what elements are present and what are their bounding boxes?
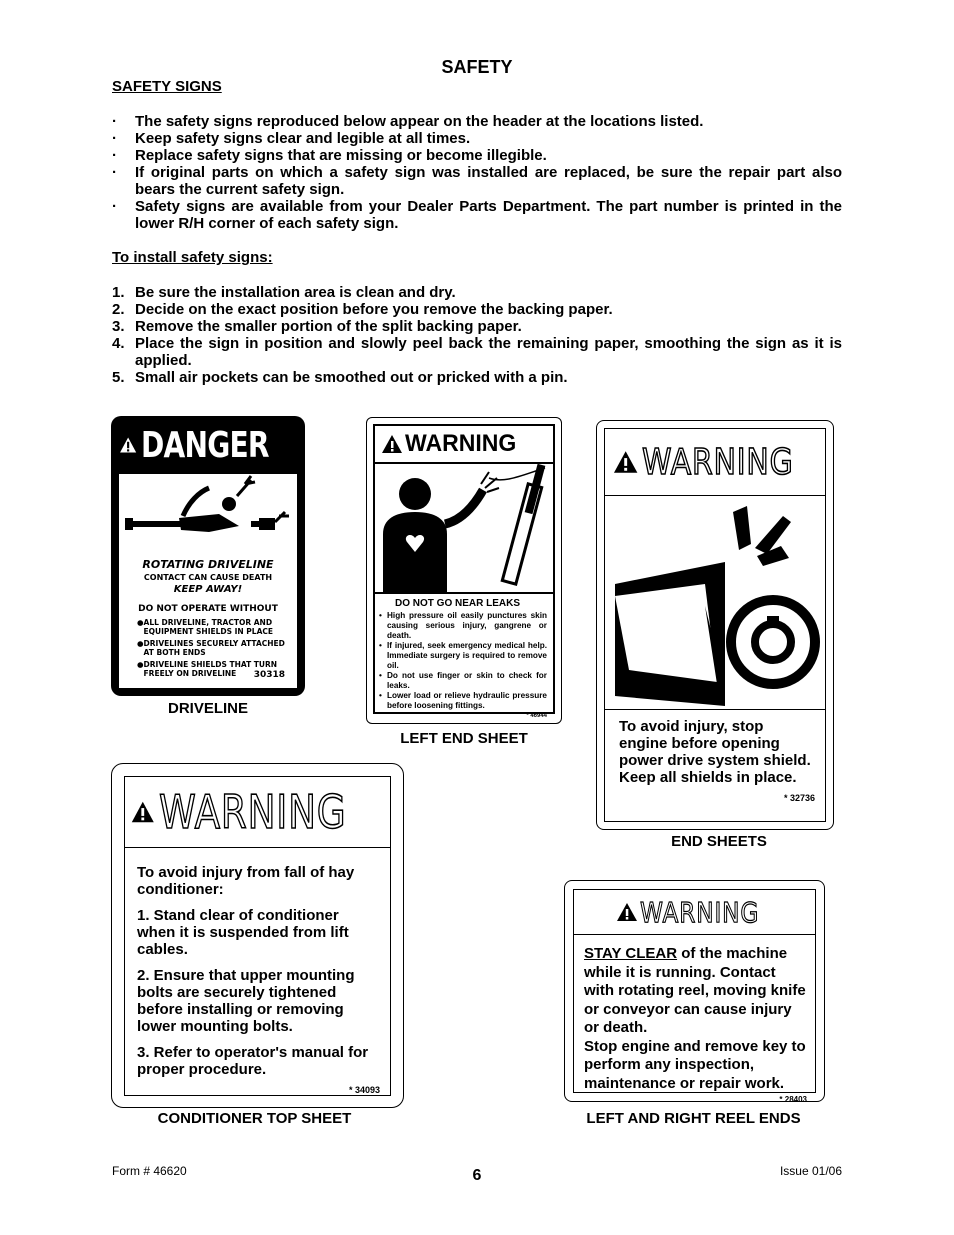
list-item: • High pressure oil easily punctures skin causing serious injury, gangrene or death.: [379, 611, 547, 640]
list-item: ● DRIVELINES SECURELY ATTACHED AT BOTH ENDS: [137, 639, 285, 657]
warning-triangle-icon: [381, 434, 403, 454]
list-item: · The safety signs reproduced below appear on the header at the locations listed.: [112, 113, 704, 130]
list-item: • Lower load or relieve hydraulic pressure before loosening fittings.: [379, 691, 547, 710]
step-list: [112, 284, 842, 386]
page-title: SAFETY: [441, 57, 513, 77]
bullet-list: [112, 113, 842, 232]
left-end-part-number: * 46944: [526, 713, 547, 719]
list-item: · Keep safety signs clear and legible at all times.: [112, 130, 471, 147]
conditioner-point-3: 3. Refer to operator's manual for proper procedure.: [137, 1044, 369, 1078]
stay-clear-text: STAY CLEAR: [584, 945, 678, 962]
danger-header: DANGER: [141, 424, 269, 466]
reel-warning-header: WARNING: [640, 895, 760, 929]
list-item: 4. Place the sign in position and slowly peel back the remaining paper, smoothing the sign as it is applied.: [112, 335, 842, 369]
conditioner-point-1: 1. Stand clear of conditioner when it is suspended from lift cables.: [137, 907, 349, 958]
driveline-line3: KEEP AWAY!: [173, 584, 243, 595]
warning-triangle-icon: [613, 450, 638, 474]
caption-end-sheets: END SHEETS: [671, 833, 767, 850]
end-sheets-warning-header: WARNING: [642, 441, 794, 483]
caption-left-end-sheet: LEFT END SHEET: [400, 730, 528, 747]
end-sheets-body2: Keep all shields in place.: [619, 769, 797, 786]
reel-part-number: * 28403: [779, 1095, 807, 1104]
list-item: 1. Be sure the installation area is clean and dry.: [112, 284, 456, 301]
conditioner-intro: To avoid injury from fall of hay conditioner:: [137, 864, 355, 898]
end-sheets-body: To avoid injury, stop engine before opening power drive system shield.: [619, 718, 811, 769]
driveline-line2: CONTACT CAN CAUSE DEATH: [143, 573, 273, 582]
left-end-title: DO NOT GO NEAR LEAKS: [395, 598, 521, 609]
footer-issue: Issue 01/06: [779, 1164, 842, 1178]
install-heading: To install safety signs:: [112, 249, 273, 266]
safety-signs-heading: SAFETY SIGNS: [112, 78, 222, 95]
conditioner-warning-sign: [111, 763, 404, 1108]
driveline-danger-sign: [111, 416, 305, 696]
hydraulic-leak-pictogram-icon: [375, 464, 555, 592]
drive-shield-pictogram-icon: [605, 496, 827, 706]
driveline-line1: ROTATING DRIVELINE: [142, 558, 274, 571]
list-item: 3. Remove the smaller portion of the split backing paper.: [112, 318, 522, 335]
list-item: ● ALL DRIVELINE, TRACTOR AND EQUIPMENT SHIELDS IN PLACE: [137, 618, 274, 636]
reel-body2: Stop engine and remove key to perform any inspection, maintenance or repair work.: [584, 1037, 806, 1092]
list-item: · If original parts on which a safety sign was installed are replaced, be sure the repair part also bears the current safety sign.: [112, 164, 842, 198]
list-item: 5. Small air pockets can be smoothed out or pricked with a pin.: [112, 369, 568, 386]
caption-reel-ends: LEFT AND RIGHT REEL ENDS: [586, 1110, 801, 1127]
warning-triangle-icon: [616, 902, 638, 922]
caption-conditioner-top-sheet: CONDITIONER TOP SHEET: [157, 1110, 352, 1127]
left-end-warning-sign: [366, 417, 562, 724]
conditioner-warning-header: WARNING: [158, 785, 347, 839]
left-end-warning-header: WARNING: [405, 430, 517, 457]
entanglement-pictogram-icon: [119, 474, 297, 550]
driveline-line4: DO NOT OPERATE WITHOUT: [138, 604, 278, 614]
conditioner-point-2: 2. Ensure that upper mounting bolts are securely tightened before installing or removing lower mounting bolts.: [137, 967, 355, 1035]
driveline-pictogram: [119, 474, 297, 550]
reel-body1: STAY CLEAR of the machine while it is running. Contact with rotating reel, moving knife or conveyor can cause injury or death.: [584, 945, 806, 1036]
footer-form-number: Form # 46620: [112, 1164, 187, 1178]
list-item: • If injured, seek emergency medical help. Immediate surgery is required to remove oil.: [379, 641, 547, 670]
list-item: 2. Decide on the exact position before you remove the backing paper.: [112, 301, 613, 318]
list-item: ● DRIVELINE SHIELDS THAT TURN FREELY ON DRIVELINE: [137, 660, 278, 678]
driveline-part-number: 30318: [253, 670, 285, 680]
page-number: 6: [472, 1167, 482, 1184]
end-sheets-warning-sign: [596, 420, 834, 830]
warning-triangle-icon: [131, 798, 155, 826]
reel-ends-warning-sign: [564, 880, 825, 1102]
list-item: · Safety signs are available from your Dealer Parts Department. The part number is printed in the lower R/H corner of each safety sign.: [112, 198, 842, 232]
caption-driveline: DRIVELINE: [167, 700, 248, 717]
list-item: · Replace safety signs that are missing or become illegible.: [112, 147, 547, 164]
end-sheets-part-number: * 32736: [783, 793, 815, 803]
warning-triangle-icon: [119, 429, 137, 461]
list-item: • Do not use finger or skin to check for leaks.: [379, 671, 547, 690]
conditioner-part-number: * 34093: [348, 1085, 380, 1095]
